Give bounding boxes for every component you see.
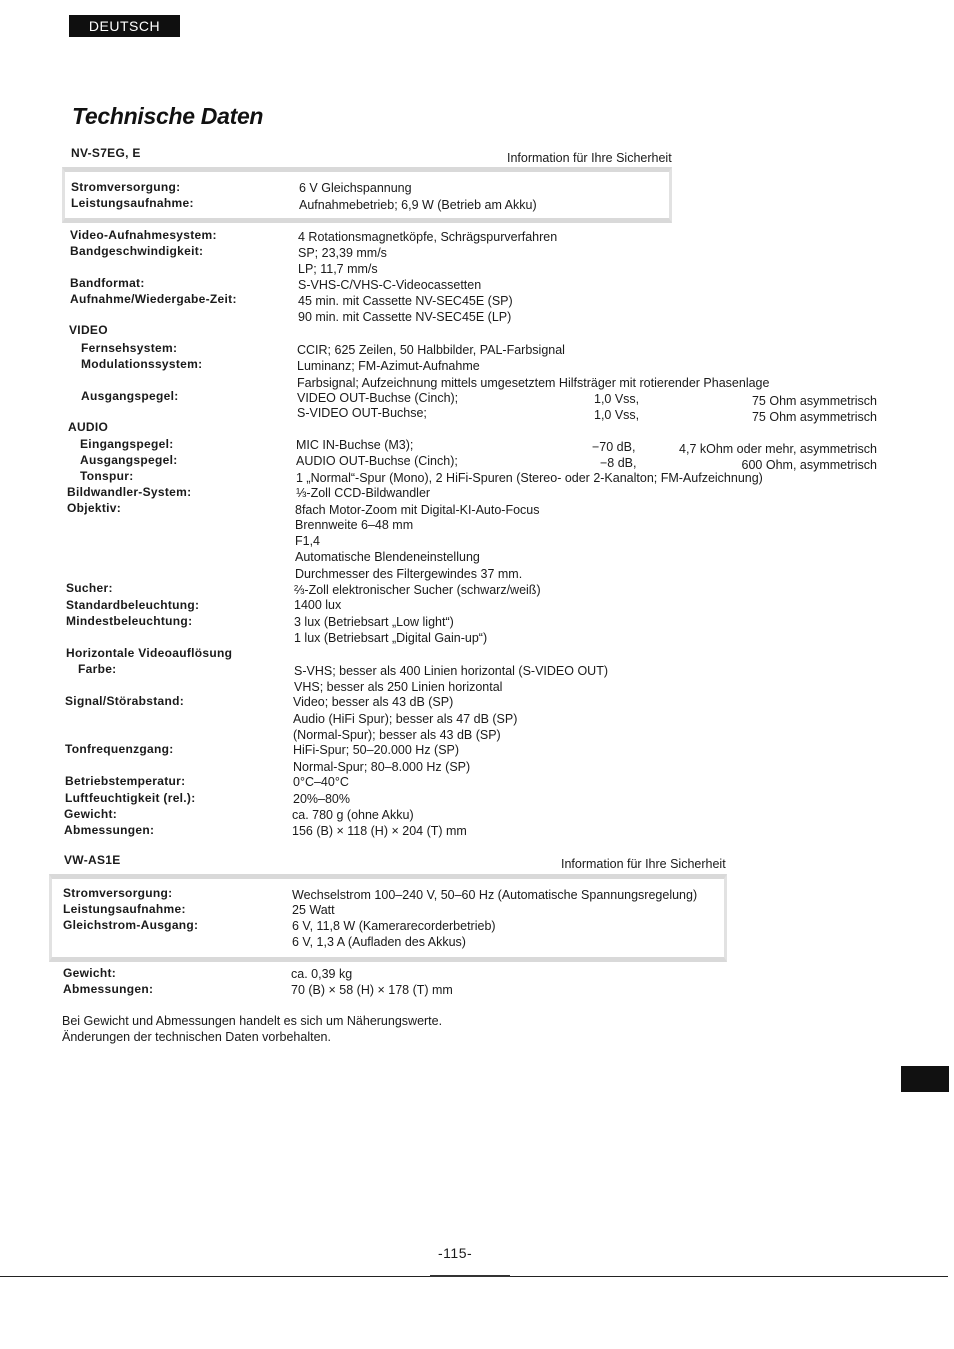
spec-value: 45 min. mit Cassette NV-SEC45E (SP) — [298, 294, 513, 308]
spec-value: F1,4 — [295, 534, 321, 548]
spec-value: AUDIO OUT-Buchse (Cinch); — [296, 454, 458, 468]
spec-label: Betriebstemperatur: — [65, 774, 186, 788]
spec-value: Wechselstrom 100–240 V, 50–60 Hz (Automatische Spannungsregelung) — [292, 888, 698, 902]
spec-value-extra: −70 dB, — [592, 440, 636, 454]
spec-value: SP; 23,39 mm/s — [298, 246, 387, 260]
spec-label: Modulationssystem: — [81, 357, 203, 371]
spec-label: Leistungsaufnahme: — [63, 902, 186, 916]
spec-value: VIDEO OUT-Buchse (Cinch); — [297, 391, 459, 405]
spec-value: VHS; besser als 250 Linien horizontal — [294, 680, 503, 694]
spec-value: 1400 lux — [294, 598, 342, 612]
spec-label: Leistungsaufnahme: — [71, 196, 194, 210]
camera-model-heading: NV-S7EG, E — [71, 146, 141, 160]
spec-value: 4 Rotationsmagnetköpfe, Schrägspurverfahren — [298, 230, 558, 244]
adapter-model-heading: VW-AS1E — [64, 853, 121, 867]
spec-value: 1 lux (Betriebsart „Digital Gain-up“) — [294, 631, 488, 645]
spec-label: AUDIO — [68, 420, 109, 434]
footnote-approx: Bei Gewicht und Abmessungen handelt es sich um Näherungswerte. — [62, 1014, 443, 1028]
spec-value: 25 Watt — [292, 903, 335, 917]
spec-value: 3 lux (Betriebsart „Low light“) — [294, 615, 454, 629]
spec-label: Gewicht: — [64, 807, 118, 821]
spec-value: S-VHS-C/VHS-C-Videocassetten — [298, 278, 482, 292]
spec-label: Bandgeschwindigkeit: — [70, 244, 204, 258]
spec-value: S-VIDEO OUT-Buchse; — [297, 406, 427, 420]
spec-label: Bandformat: — [70, 276, 145, 290]
spec-value: Farbsignal; Aufzeichnung mittels umgesetztem Hilfsträger mit rotierender Phasenlage — [297, 376, 770, 390]
spec-value: Aufnahmebetrieb; 6,9 W (Betrieb am Akku) — [299, 198, 537, 212]
footer-rule-accent — [430, 1275, 510, 1277]
spec-label: Stromversorgung: — [71, 180, 181, 194]
spec-value: CCIR; 625 Zeilen, 50 Halbbilder, PAL-Farbsignal — [297, 343, 565, 357]
spec-value: LP; 11,7 mm/s — [298, 262, 378, 276]
spec-value: Video; besser als 43 dB (SP) — [293, 695, 454, 709]
spec-label: Gleichstrom-Ausgang: — [63, 918, 199, 932]
spec-label: Standardbeleuchtung: — [66, 598, 200, 612]
spec-value: 90 min. mit Cassette NV-SEC45E (LP) — [298, 310, 512, 324]
spec-label: Luftfeuchtigkeit (rel.): — [65, 791, 196, 805]
spec-label: Tonfrequenzgang: — [65, 742, 174, 756]
spec-value-extra: −8 dB, — [600, 456, 637, 470]
spec-label: Gewicht: — [63, 966, 117, 980]
spec-value: 6 V, 1,3 A (Aufladen des Akkus) — [292, 935, 466, 949]
spec-label: Fernsehsystem: — [81, 341, 178, 355]
spec-label: Video-Aufnahmesystem: — [70, 228, 217, 242]
spec-label: Horizontale Videoauflösung — [66, 646, 233, 660]
spec-value-extra: 75 Ohm asymmetrisch — [751, 394, 877, 408]
spec-value: Automatische Blendeneinstellung — [295, 550, 480, 564]
spec-value: Durchmesser des Filtergewindes 37 mm. — [295, 567, 523, 581]
spec-label: Ausgangspegel: — [80, 453, 178, 467]
spec-value: 70 (B) × 58 (H) × 178 (T) mm — [291, 983, 453, 997]
spec-value: 8fach Motor-Zoom mit Digital-KI-Auto-Focus — [295, 503, 540, 517]
spec-label: Ausgangspegel: — [81, 389, 179, 403]
spec-value: Brennweite 6–48 mm — [295, 518, 414, 532]
spec-value: Audio (HiFi Spur); besser als 47 dB (SP) — [293, 712, 518, 726]
spec-value: 0°C–40°C — [293, 775, 349, 789]
page-title: Technische Daten — [72, 103, 264, 129]
adapter-safety-note: Information für Ihre Sicherheit — [561, 857, 726, 871]
spec-value: 156 (B) × 118 (H) × 204 (T) mm — [292, 824, 467, 838]
spec-value: 20%–80% — [293, 792, 350, 806]
spec-value: 1 „Normal“-Spur (Mono), 2 HiFi-Spuren (Stereo- oder 2-Kanalton; FM-Aufzeichnung) — [296, 471, 763, 485]
spec-label: Aufnahme/Wiedergabe-Zeit: — [70, 292, 237, 306]
spec-value: HiFi-Spur; 50–20.000 Hz (SP) — [293, 743, 460, 757]
spec-value: S-VHS; besser als 400 Linien horizontal (S-VIDEO OUT) — [294, 664, 609, 678]
spec-value: ca. 0,39 kg — [291, 967, 353, 981]
spec-label: Abmessungen: — [63, 982, 154, 996]
spec-value-extra: 75 Ohm asymmetrisch — [751, 410, 877, 424]
footnote-changes: Änderungen der technischen Daten vorbehalten. — [62, 1030, 331, 1044]
spec-label: VIDEO — [69, 323, 108, 337]
spec-label: Eingangspegel: — [80, 437, 174, 451]
spec-value: (Normal-Spur); besser als 43 dB (SP) — [293, 728, 501, 742]
spec-value-extra: 1,0 Vss, — [594, 408, 640, 422]
spec-label: Mindestbeleuchtung: — [66, 614, 193, 628]
camera-safety-note: Information für Ihre Sicherheit — [507, 151, 672, 165]
spec-value: ca. 780 g (ohne Akku) — [292, 808, 414, 822]
spec-label: Stromversorgung: — [63, 886, 173, 900]
spec-value: ⅓-Zoll CCD-Bildwandler — [296, 486, 431, 500]
spec-label: Abmessungen: — [64, 823, 155, 837]
spec-label: Bildwandler-System: — [67, 485, 192, 499]
page-number: -115- — [438, 1245, 473, 1261]
spec-value: 6 V, 11,8 W (Kamerarecorderbetrieb) — [292, 919, 496, 933]
spec-value: ⅔-Zoll elektronischer Sucher (schwarz/weiß) — [294, 583, 541, 597]
spec-label: Sucher: — [66, 581, 113, 595]
spec-label: Tonspur: — [80, 469, 134, 483]
spec-value: MIC IN-Buchse (M3); — [296, 438, 414, 452]
spec-value: Luminanz; FM-Azimut-Aufnahme — [297, 359, 480, 373]
spec-value: Normal-Spur; 80–8.000 Hz (SP) — [293, 760, 471, 774]
spec-value-extra: 1,0 Vss, — [594, 392, 640, 406]
spec-value-extra: 600 Ohm, asymmetrisch — [741, 458, 877, 472]
spec-value-extra: 4,7 kOhm oder mehr, asymmetrisch — [679, 442, 877, 456]
section-marker — [901, 1066, 949, 1092]
spec-label: Objektiv: — [67, 501, 122, 515]
spec-label: Signal/Störabstand: — [65, 694, 185, 708]
spec-value: 6 V Gleichspannung — [299, 181, 412, 195]
spec-label: Farbe: — [78, 662, 117, 676]
language-badge: DEUTSCH — [69, 15, 180, 37]
